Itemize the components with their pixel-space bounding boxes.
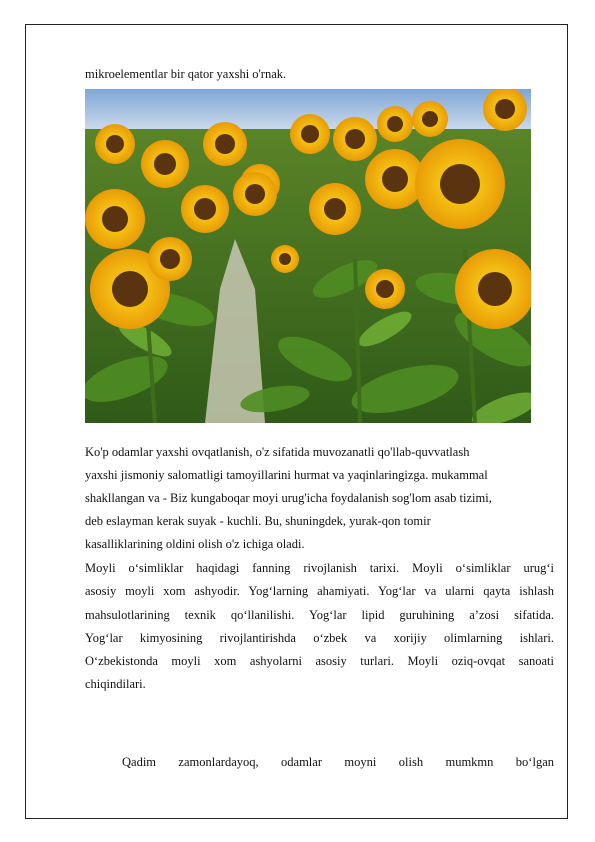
- paragraph-2-line: Yog‘lar kimyosining rivojlantirishda o‘zbek va xorijiy olimlarning ishlari.: [85, 630, 554, 645]
- paragraph-2: [85, 557, 554, 697]
- paragraph-2-line: mahsulotlarining texnik qo‘llanilishi. Yog‘lar lipid guruhining a’zosi sifatida.: [85, 607, 554, 622]
- paragraph-2-line: Moyli o‘simliklar haqidagi fanning rivojlanish tarixi. Moyli o‘simliklar urug‘i: [85, 561, 554, 575]
- paragraph-1: [85, 441, 555, 556]
- sunflower-field-photo: [85, 89, 531, 423]
- paragraph-3: [122, 751, 554, 774]
- paragraph-1-line: Ko'p odamlar yaxshi ovqatlanish, o'z sifatida muvozanatli qo'llab-quvvatlash: [85, 445, 470, 459]
- paragraph-1-line: shakllangan va - Biz kungaboqar moyi urug'icha foydalanish sog'lom asab tizimi,: [85, 491, 492, 505]
- paragraph-2-line: asosiy moyli xom ashyodir. Yog‘larning ahamiyati. Yog‘lar va ularni qayta ishlash: [85, 584, 554, 599]
- paragraph-3-line: Qadim zamonlardayoq, odamlar moyni olish mumkmn bo‘lgan: [122, 755, 554, 769]
- paragraph-1-line: kasalliklarining oldini olish o'z ichiga oladi.: [85, 537, 305, 551]
- paragraph-2-line: O‘zbekistonda moyli xom ashyolarni asosiy turlari. Moyli oziq-ovqat sanoati: [85, 654, 554, 669]
- paragraph-1-line: yaxshi jismoniy salomatligi tamoyillarini hurmat va yaqinlaringizga. mukammal: [85, 468, 488, 482]
- intro-line: mikroelementlar bir qator yaxshi o'rnak.: [85, 67, 287, 81]
- paragraph-1-line: deb eslayman kerak suyak - kuchli. Bu, shuningdek, yurak-qon tomir: [85, 514, 431, 528]
- paragraph-2-line: chiqindilari.: [85, 677, 146, 692]
